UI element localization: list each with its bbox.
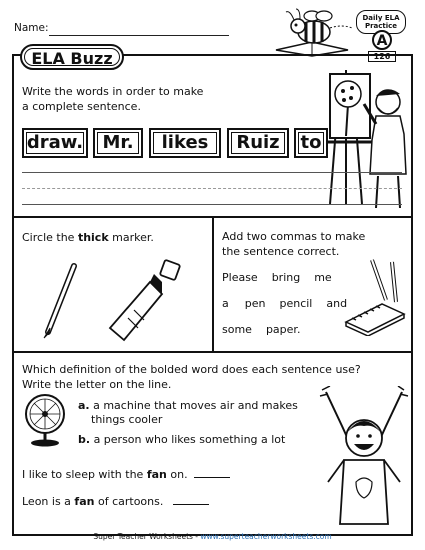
notepad-icon xyxy=(342,300,408,336)
answer-line-top[interactable] xyxy=(22,172,402,173)
answer-blank-2[interactable] xyxy=(173,504,209,505)
definition-b: b. a person who likes something a lot xyxy=(78,433,286,446)
circle-thick-instruction: Circle the thick marker. xyxy=(22,231,154,244)
word-card: Ruiz xyxy=(227,128,289,158)
fan-sentence-2: Leon is a fan of cartoons. xyxy=(22,494,209,509)
thin-marker-icon[interactable] xyxy=(40,262,80,340)
fan-sentence-1: I like to sleep with the fan on. xyxy=(22,467,230,482)
artist-at-easel-illustration xyxy=(326,64,412,212)
column-divider xyxy=(212,216,214,352)
word-card: to xyxy=(294,128,328,158)
section-divider xyxy=(12,351,413,353)
answer-line-midline xyxy=(22,188,402,189)
word-card: draw. xyxy=(22,128,88,158)
bee-on-book-illustration xyxy=(272,6,354,58)
definition-question-line-1: Which definition of the bolded word does each sentence use? xyxy=(22,363,361,376)
worksheet-number: 126 xyxy=(368,51,396,62)
answer-blank-1[interactable] xyxy=(194,477,230,478)
footer: Super Teacher Worksheets - www.superteacherworksheets.com xyxy=(93,532,332,541)
instruction-line-2: a complete sentence. xyxy=(22,100,141,113)
page-title: ELA Buzz xyxy=(20,44,124,70)
electric-fan-icon xyxy=(22,392,68,448)
name-line[interactable] xyxy=(49,35,229,36)
cheering-kid-illustration xyxy=(316,386,412,526)
comma-sentence-line-2: a pen pencil and xyxy=(222,297,348,310)
definition-a-continued: things cooler xyxy=(91,413,163,426)
answer-line-bottom[interactable] xyxy=(22,204,402,205)
word-card: likes xyxy=(149,128,221,158)
word-card: Mr. xyxy=(93,128,143,158)
comma-sentence-line-3: some paper. xyxy=(222,323,301,336)
commas-instruction-line-1: Add two commas to make xyxy=(222,230,366,243)
commas-instruction-line-2: the sentence correct. xyxy=(222,245,340,258)
instruction-line-1: Write the words in order to make xyxy=(22,85,204,98)
name-label: Name: xyxy=(14,22,49,34)
definition-a: a. a machine that moves air and makes xyxy=(78,399,298,412)
footer-link[interactable]: www.superteacherworksheets.com xyxy=(200,532,332,541)
thick-marker-icon[interactable] xyxy=(104,256,186,346)
comma-sentence-line-1: Please bring me xyxy=(222,271,332,284)
level-badge: A xyxy=(372,30,392,50)
daily-practice-badge: Daily ELA Practice xyxy=(356,10,406,34)
definition-question-line-2: Write the letter on the line. xyxy=(22,378,172,391)
